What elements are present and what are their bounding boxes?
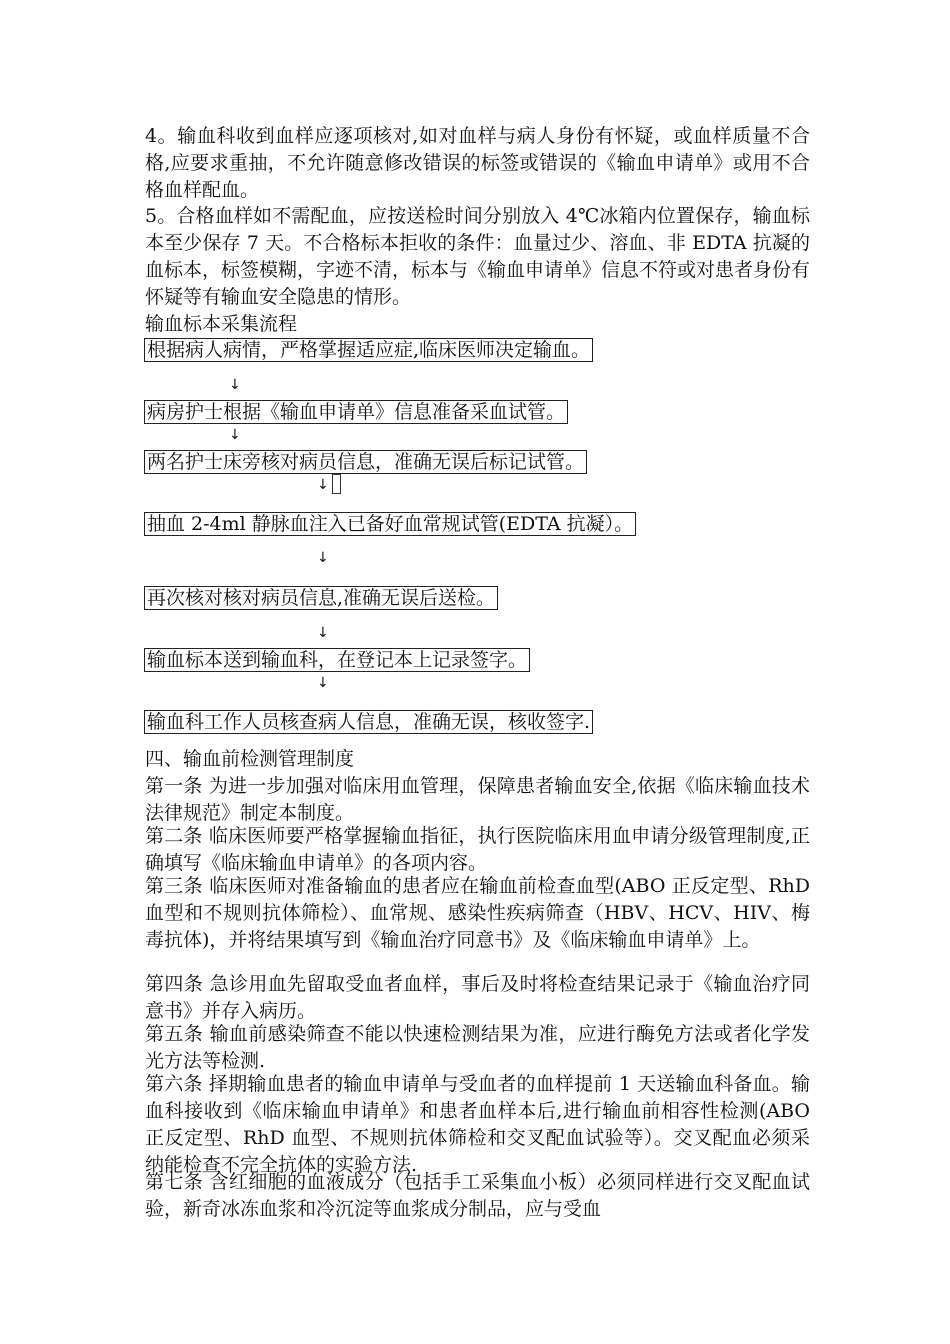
flow-arrow-2: ↓ [229, 427, 241, 443]
paragraph-5: 5。合格血样如不需配血，应按送检时间分别放入 4℃冰箱内位置保存，输血标本至少保存 7 天。不合格标本拒收的条件：血量过少、溶血、非 EDTA 抗凝的血标本，标签模糊，字迹不清，标本与《输血申请单》信息不符或对患者身份有怀疑等有输血安全隐患的情形。 [145, 205, 811, 308]
missing-glyph-box [332, 474, 341, 494]
article-4: 第四条 急诊用血先留取受血者血样，事后及时将检查结果记录于《输血治疗同意书》并存入病历。 [145, 973, 810, 1022]
article-1: 第一条 为进一步加强对临床用血管理，保障患者输血安全,依据《临床输血技术法律规范》制定本制度。 [145, 775, 810, 824]
flow-arrow-3: ↓ [317, 477, 329, 493]
flow-step-7: 输血科工作人员核查病人信息，准确无误，核收签字. [144, 710, 593, 734]
section-heading: 四、输血前检测管理制度 [145, 748, 355, 770]
flow-step-4: 抽血 2-4ml 静脉血注入已备好血常规试管(EDTA 抗凝）。 [144, 512, 636, 536]
flow-step-5: 再次核对核对病员信息,准确无误后送检。 [144, 586, 498, 610]
article-2: 第二条 临床医师要严格掌握输血指征，执行医院临床用血申请分级管理制度,正确填写《临床输血申请单》的各项内容。 [145, 825, 810, 874]
paragraph-4: 4。输血科收到血样应逐项核对,如对血样与病人身份有怀疑，或血样质量不合格,应要求重抽，不允许随意修改错误的标签或错误的《输血申请单》或用不合格血样配血。 [145, 125, 810, 201]
flow-arrow-1: ↓ [229, 377, 241, 393]
article-5: 第五条 输血前感染筛查不能以快速检测结果为准，应进行酶免方法或者化学发光方法等检测. [145, 1023, 810, 1072]
article-6: 第六条 择期输血患者的输血申请单与受血者的血样提前 1 天送输血科备血。输血科接收到《临床输血申请单》和患者血样本后,进行输血前相容性检测(ABO 正反定型、RhD 血型、不规则抗体筛检和交叉配血试验等）。交叉配血必须采纳能检查不完全抗体的实验方法. [145, 1073, 810, 1176]
flow-arrow-6: ↓ [317, 675, 329, 691]
flow-arrow-4: ↓ [317, 550, 329, 566]
flow-step-3: 两名护士床旁核对病员信息，准确无误后标记试管。 [144, 450, 587, 474]
flow-step-6: 输血标本送到输血科，在登记本上记录签字。 [144, 648, 530, 672]
flow-step-2: 病房护士根据《输血申请单》信息准备采血试管。 [144, 400, 568, 424]
article-3: 第三条 临床医师对准备输血的患者应在输血前检查血型(ABO 正反定型、RhD 血型和不规则抗体筛检）、血常规、感染性疾病筛查（HBV、HCV、HIV、梅毒抗体)，并将结果填写到《输血治疗同意书》及《临床输血申请单》上。 [145, 875, 810, 951]
flow-arrow-5: ↓ [317, 625, 329, 641]
article-7: 第七条 含红细胞的血液成分（包括手工采集血小板）必须同样进行交叉配血试验，新奇冰冻血浆和冷沉淀等血浆成分制品，应与受血 [145, 1171, 810, 1220]
flow-title: 输血标本采集流程 [145, 313, 298, 335]
flow-step-1: 根据病人病情，严格掌握适应症,临床医师决定输血。 [144, 338, 593, 362]
